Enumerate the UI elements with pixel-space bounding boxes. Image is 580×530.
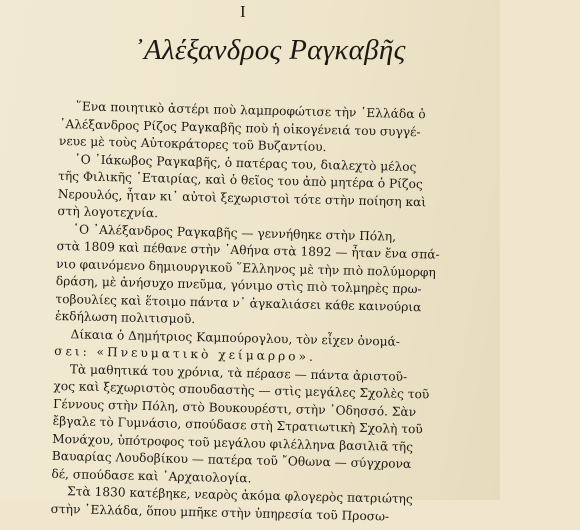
- paragraph-2: [57, 150, 578, 232]
- text-line: τοβουλίες καὶ ἕτοιμο πάντα ν᾿ ἀγκαλιάσει κάθε καινούρια: [55, 291, 422, 314]
- paragraph-5: [51, 360, 574, 494]
- text-line: ῾Ο ᾿Ιάκωβος Ραγκαβῆς, ὁ πατέρας του, διαλεχτὸ μέλος: [74, 151, 417, 174]
- text-line: Στὰ 1830 κατέβηκε, νεαρὸς ἀκόμα φλογερὸς πατριώτης: [66, 484, 413, 507]
- chapter-title: ᾿Αλέξανδρος Ραγκαβῆς: [134, 34, 406, 66]
- text-line: νιο φαινόμενο δημιουργικοῦ ῞Ελληνος μὲ τὴν πιὸ πολύμορφη: [56, 256, 436, 280]
- text-line: στὰ 1809 καὶ πέθανε στὴν ᾿Αθήνα στὰ 1892 — ἦταν ἕνα σπά-: [56, 238, 440, 262]
- text-line: ᾿Αλέξανδρος Ρίζος Ραγκαβῆς ποὺ ἡ οἰκογένειά του συγγέ-: [59, 116, 421, 139]
- text-line: ῾Ο ᾿Αλέξανδρος Ραγκαβῆς — γεννήθηκε στὴν Πόλη,: [72, 221, 397, 244]
- text-line: στὴν ῾Ελλάδα, ὅπου μπῆκε στὴν ὑπηρεσία τοῦ Προσω-: [50, 501, 390, 524]
- text-line: Μονάχου, ὑπότροφος τοῦ μεγάλου φιλέλληνα βασιλιᾶ τῆς: [52, 431, 414, 454]
- text-line: ῞Ενα ποιητικὸ ἀστέρι ποὺ λαμπροφώτισε τὴν ῾Ελλάδα ὁ: [75, 99, 426, 122]
- text-line: σει: «Πνευματικὸ χείμαρρο».: [54, 343, 317, 364]
- text-line: Δίκαια ὁ Δημήτριος Καμπούρογλου, τὸν εἶχεν ὀνομά-: [70, 326, 401, 349]
- text-line: ἔβγαλε τὸ Γυμνάσιο, σπούδασε στὴ Στρατιωτικὴ Σχολὴ τοῦ: [52, 413, 423, 437]
- text-line: Τὰ μαθητικά του χρόνια, τὰ πέρασε — πάντα ἀριστοῦ-: [69, 361, 408, 384]
- text-line: δράση, μὲ ἀνήσυχο πνεῦμα, γόνιμο στὶς πιὸ τολμηρὲς πρω-: [55, 273, 422, 297]
- text-line: Νερουλός, ἦταν κι᾿ αὐτοὶ ξεχωριστοὶ τότε στὴν ποίηση καὶ: [57, 186, 427, 209]
- chapter-number: I: [240, 2, 246, 21]
- text-line: νευε μὲ τοὺς Αὐτοκράτορες τοῦ Βυζαντίου.: [58, 133, 327, 155]
- paragraph-3: [55, 220, 577, 337]
- text-line: ἐκδήλωση πολιτισμοῦ.: [54, 308, 196, 327]
- body-text: [50, 98, 579, 530]
- text-line: Γέννους στὴν Πόλη, στὸ Βουκουρέστι, στὴν ᾿Οδησσό. Σὰν: [52, 396, 417, 419]
- text-line: Βαυαρίας Λουδοβίκου — πατέρα τοῦ ῎Οθωνα — σύγχρονα: [51, 448, 412, 472]
- text-line: δέ, σπούδασε καὶ ᾿Αρχαιολογία.: [51, 466, 252, 485]
- text-line: χος καὶ ξεχωριστὸς σπουδαστὴς — στὶς μεγάλες Σχολὲς τοῦ: [53, 378, 430, 402]
- text-line: στὴ λογοτεχνία.: [57, 203, 159, 221]
- text-line: τῆς Φιλικῆς ῾Εταιρίας, καὶ ὁ θεῖος του ἀπὸ μητέρα ὁ Ρίζος: [58, 168, 423, 192]
